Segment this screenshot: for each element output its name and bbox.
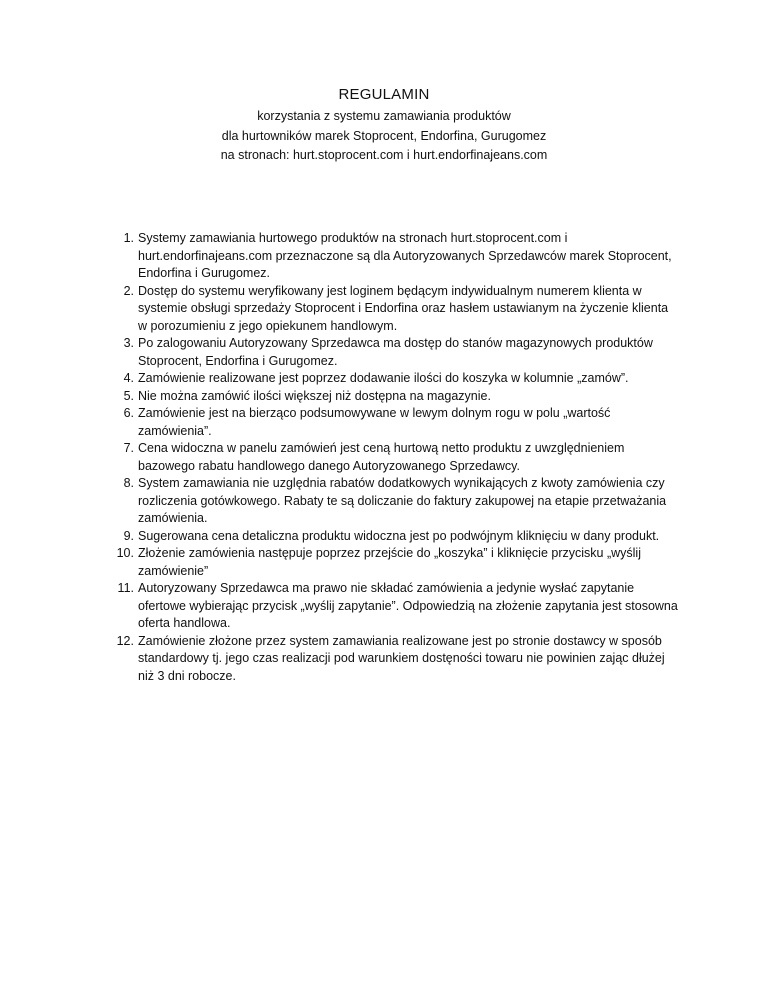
rule-number: 4.: [123, 371, 134, 385]
rule-number: 6.: [123, 406, 134, 420]
rule-item: [110, 633, 680, 686]
rule-item: [110, 528, 680, 546]
rule-item: [110, 283, 680, 336]
document-subtitle: [0, 107, 768, 166]
rule-text: System zamawiania nie uzględnia rabatów dodatkowych wynikających z kwoty zamówienia czy rozliczenia gotówkowego. Rabaty te są doliczanie do faktury zakupowej na etapie przetważania zamówienia.: [138, 476, 667, 525]
rule-number: 3.: [123, 336, 134, 350]
rule-item: [110, 440, 680, 475]
subtitle-line: korzystania z systemu zamawiania produktów: [257, 109, 511, 123]
rule-number: 7.: [123, 441, 134, 455]
rule-number: 1.: [123, 231, 134, 245]
rule-item: [110, 475, 680, 528]
rule-text: Zamówienie złożone przez system zamawiania realizowane jest po stronie dostawcy w sposób standardowy tj. jego czas realizacji pod warunkiem dostęności towaru nie powinien zając dłużej niż 3 dni robocze.: [138, 633, 665, 683]
rule-text: Systemy zamawiania hurtowego produktów na stronach hurt.stoprocent.com i hurt.endorfinajeans.com przeznaczone są dla Autoryzowanych Sprzedawców marek Stoprocent, Endorfina i Gurugomez.: [138, 231, 672, 280]
rules-list: [110, 230, 680, 685]
rule-item: [110, 388, 680, 406]
rule-item: [110, 335, 680, 370]
rule-number: 11.: [117, 581, 134, 595]
rule-text: Sugerowana cena detaliczna produktu widoczna jest po podwójnym kliknięciu w dany produkt.: [138, 528, 660, 543]
rule-text: Po zalogowaniu Autoryzowany Sprzedawca ma dostęp do stanów magazynowych produktów Stoprocent, Endorfina i Gurugomez.: [138, 336, 653, 368]
rule-text: Dostęp do systemu weryfikowany jest loginem będącym indywidualnym numerem klienta w systemie obsługi sprzedaży Stoprocent i Endorfina oraz hasłem ustawianym na życzenie klienta w porozumieniu z jego opiekunem handlowym.: [138, 283, 669, 333]
rule-text: Złożenie zamówienia następuje poprzez przejście do „koszyka” i kliknięcie przycisku „wyślij zamówienie”: [138, 546, 641, 578]
rule-number: 9.: [123, 528, 134, 543]
rule-number: 5.: [123, 388, 134, 403]
subtitle-line: dla hurtowników marek Stoprocent, Endorfina, Gurugomez: [221, 128, 547, 143]
rule-text: Cena widoczna w panelu zamówień jest ceną hurtową netto produktu z uwzględnieniem bazowego rabatu handlowego danego Autoryzowanego Sprzedawcy.: [138, 441, 625, 473]
rule-number: 12.: [116, 633, 134, 648]
rule-item: [110, 230, 680, 283]
rule-number: 8.: [123, 476, 134, 490]
rule-item: [110, 545, 680, 580]
rule-text: Zamówienie realizowane jest poprzez dodawanie ilości do koszyka w kolumnie „zamów”.: [138, 371, 629, 385]
document-title: REGULAMIN: [338, 86, 430, 103]
rule-item: [110, 580, 680, 633]
rule-text: Nie można zamówić ilości większej niż dostępna na magazynie.: [138, 388, 491, 403]
rule-number: 10.: [116, 546, 134, 560]
rule-text: Autoryzowany Sprzedawca ma prawo nie składać zamówienia a jedynie wysłać zapytanie ofertowe wybierając przycisk „wyślij zapytanie”. Odpowiedzią na złożenie zapytania jest stosowna oferta handlowa.: [138, 581, 678, 630]
rule-item: [110, 370, 680, 388]
rule-number: 2.: [123, 283, 134, 298]
rule-text: Zamówienie jest na bierząco podsumowywane w lewym dolnym rogu w polu „wartość zamówienia”.: [138, 406, 611, 438]
subtitle-line: na stronach: hurt.stoprocent.com i hurt.endorfinajeans.com: [220, 148, 548, 162]
rule-item: [110, 405, 680, 440]
